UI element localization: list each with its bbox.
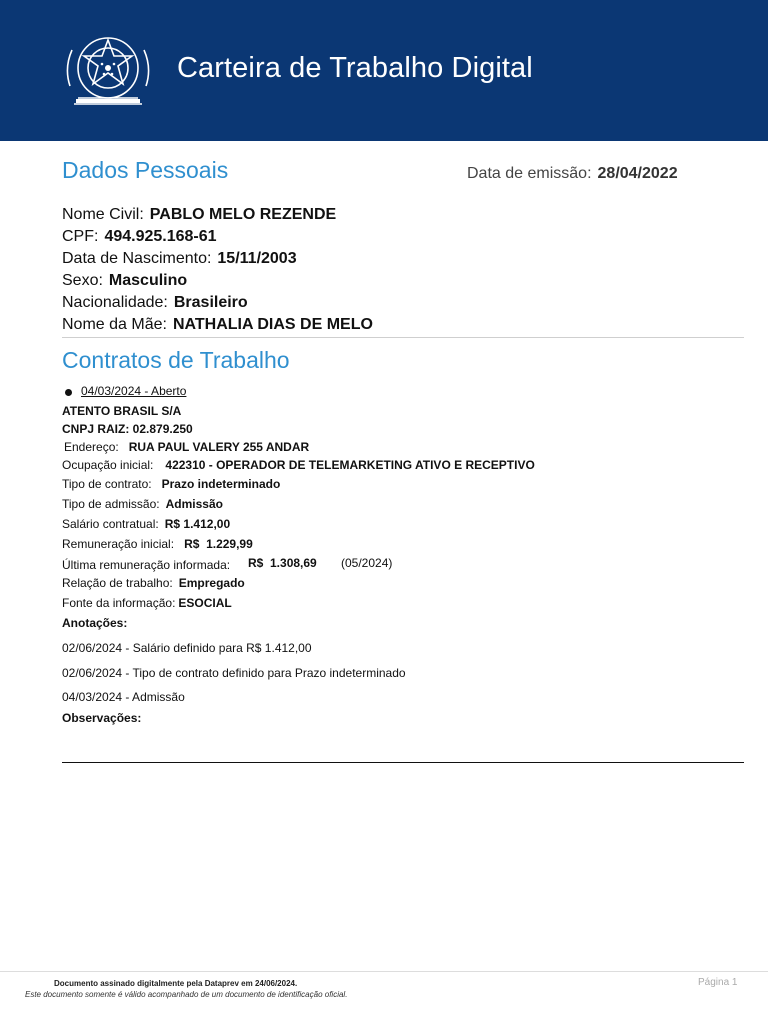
field-cpf	[62, 228, 217, 246]
field-label: Nome Civil:	[62, 206, 144, 223]
field-label: Tipo de contrato:	[62, 477, 152, 491]
contract-field-relacao	[62, 576, 245, 590]
issue-date-label: Data de emissão:	[467, 165, 592, 182]
field-label: Remuneração inicial:	[62, 537, 175, 551]
field-label: CPF:	[62, 228, 99, 245]
field-sexo	[62, 272, 187, 290]
field-label: Tipo de admissão:	[62, 497, 160, 511]
note-item: 02/06/2024 - Salário definido para R$ 1.412,00	[62, 641, 312, 655]
field-value: 422310 - OPERADOR DE TELEMARKETING ATIVO E RECEPTIVO	[165, 458, 535, 472]
field-value: Masculino	[108, 272, 188, 289]
company-name: ATENTO BRASIL S/A	[62, 404, 182, 418]
field-value: Empregado	[178, 576, 245, 590]
contract-field-salario	[62, 517, 230, 531]
field-label: Fonte da informação:	[62, 596, 176, 610]
field-value: Prazo indeterminado	[161, 477, 281, 491]
contract-field-ocupacao	[62, 458, 535, 472]
field-nome-mae	[62, 316, 373, 334]
field-label: Sexo:	[62, 272, 103, 289]
field-value: 15/11/2003	[217, 250, 297, 267]
field-value: R$ 1.229,99	[184, 537, 253, 551]
personal-data-title: Dados Pessoais	[62, 157, 229, 183]
observations-label: Observações:	[62, 711, 142, 725]
field-label: Relação de trabalho:	[62, 576, 173, 590]
field-nacionalidade	[62, 294, 248, 312]
field-nome-civil	[62, 206, 336, 224]
contract-field-fonte	[62, 596, 232, 610]
ultima-remuneracao-period: (05/2024)	[341, 556, 393, 570]
field-label: Salário contratual:	[62, 517, 159, 531]
field-value: ESOCIAL	[178, 596, 232, 610]
field-data-nascimento	[62, 250, 297, 268]
field-value: NATHALIA DIAS DE MELO	[172, 316, 373, 333]
page-number: Página 1	[698, 977, 738, 988]
issue-date-value: 28/04/2022	[597, 165, 678, 182]
note-item: 04/03/2024 - Admissão	[62, 690, 185, 704]
field-value: PABLO MELO REZENDE	[149, 206, 337, 223]
end-divider	[62, 762, 744, 763]
bullet-icon	[65, 389, 72, 396]
ultima-remuneracao-value: R$ 1.308,69	[248, 556, 317, 570]
coat-of-arms-icon	[60, 28, 156, 116]
header-bar	[0, 0, 768, 141]
company-cnpj: CNPJ RAIZ: 02.879.250	[62, 422, 193, 436]
contracts-title: Contratos de Trabalho	[62, 347, 290, 373]
footer-note: Este documento somente é válido acompanhado de um documento de identificação oficial.	[25, 990, 348, 999]
field-label: Data de Nascimento:	[62, 250, 212, 267]
field-value: 494.925.168-61	[104, 228, 217, 245]
footer-signature: Documento assinado digitalmente pela Dataprev em 24/06/2024.	[54, 979, 298, 988]
field-value: Admissão	[165, 497, 223, 511]
contract-field-tipo-contrato	[62, 477, 280, 491]
field-label: Endereço:	[64, 440, 119, 454]
field-label: Ocupação inicial:	[62, 458, 154, 472]
field-value: RUA PAUL VALERY 255 ANDAR	[128, 440, 310, 454]
field-label: Última remuneração informada:	[62, 558, 231, 572]
contract-field-tipo-admissao	[62, 497, 223, 511]
section-divider	[62, 337, 744, 338]
contract-field-ultima-remuneracao	[62, 558, 230, 572]
field-value: R$ 1.412,00	[164, 517, 231, 531]
field-label: Nome da Mãe:	[62, 316, 167, 333]
note-item: 02/06/2024 - Tipo de contrato definido para Prazo indeterminado	[62, 666, 406, 680]
contract-field-endereco	[64, 440, 309, 454]
notes-label: Anotações:	[62, 616, 128, 630]
footer-divider	[0, 971, 768, 972]
field-value: Brasileiro	[173, 294, 248, 311]
document-title: Carteira de Trabalho Digital	[177, 52, 533, 84]
issue-date	[467, 165, 678, 183]
contract-field-remuneracao-inicial	[62, 537, 253, 551]
field-label: Nacionalidade:	[62, 294, 168, 311]
contract-date-link[interactable]: 04/03/2024 - Aberto	[81, 384, 187, 398]
